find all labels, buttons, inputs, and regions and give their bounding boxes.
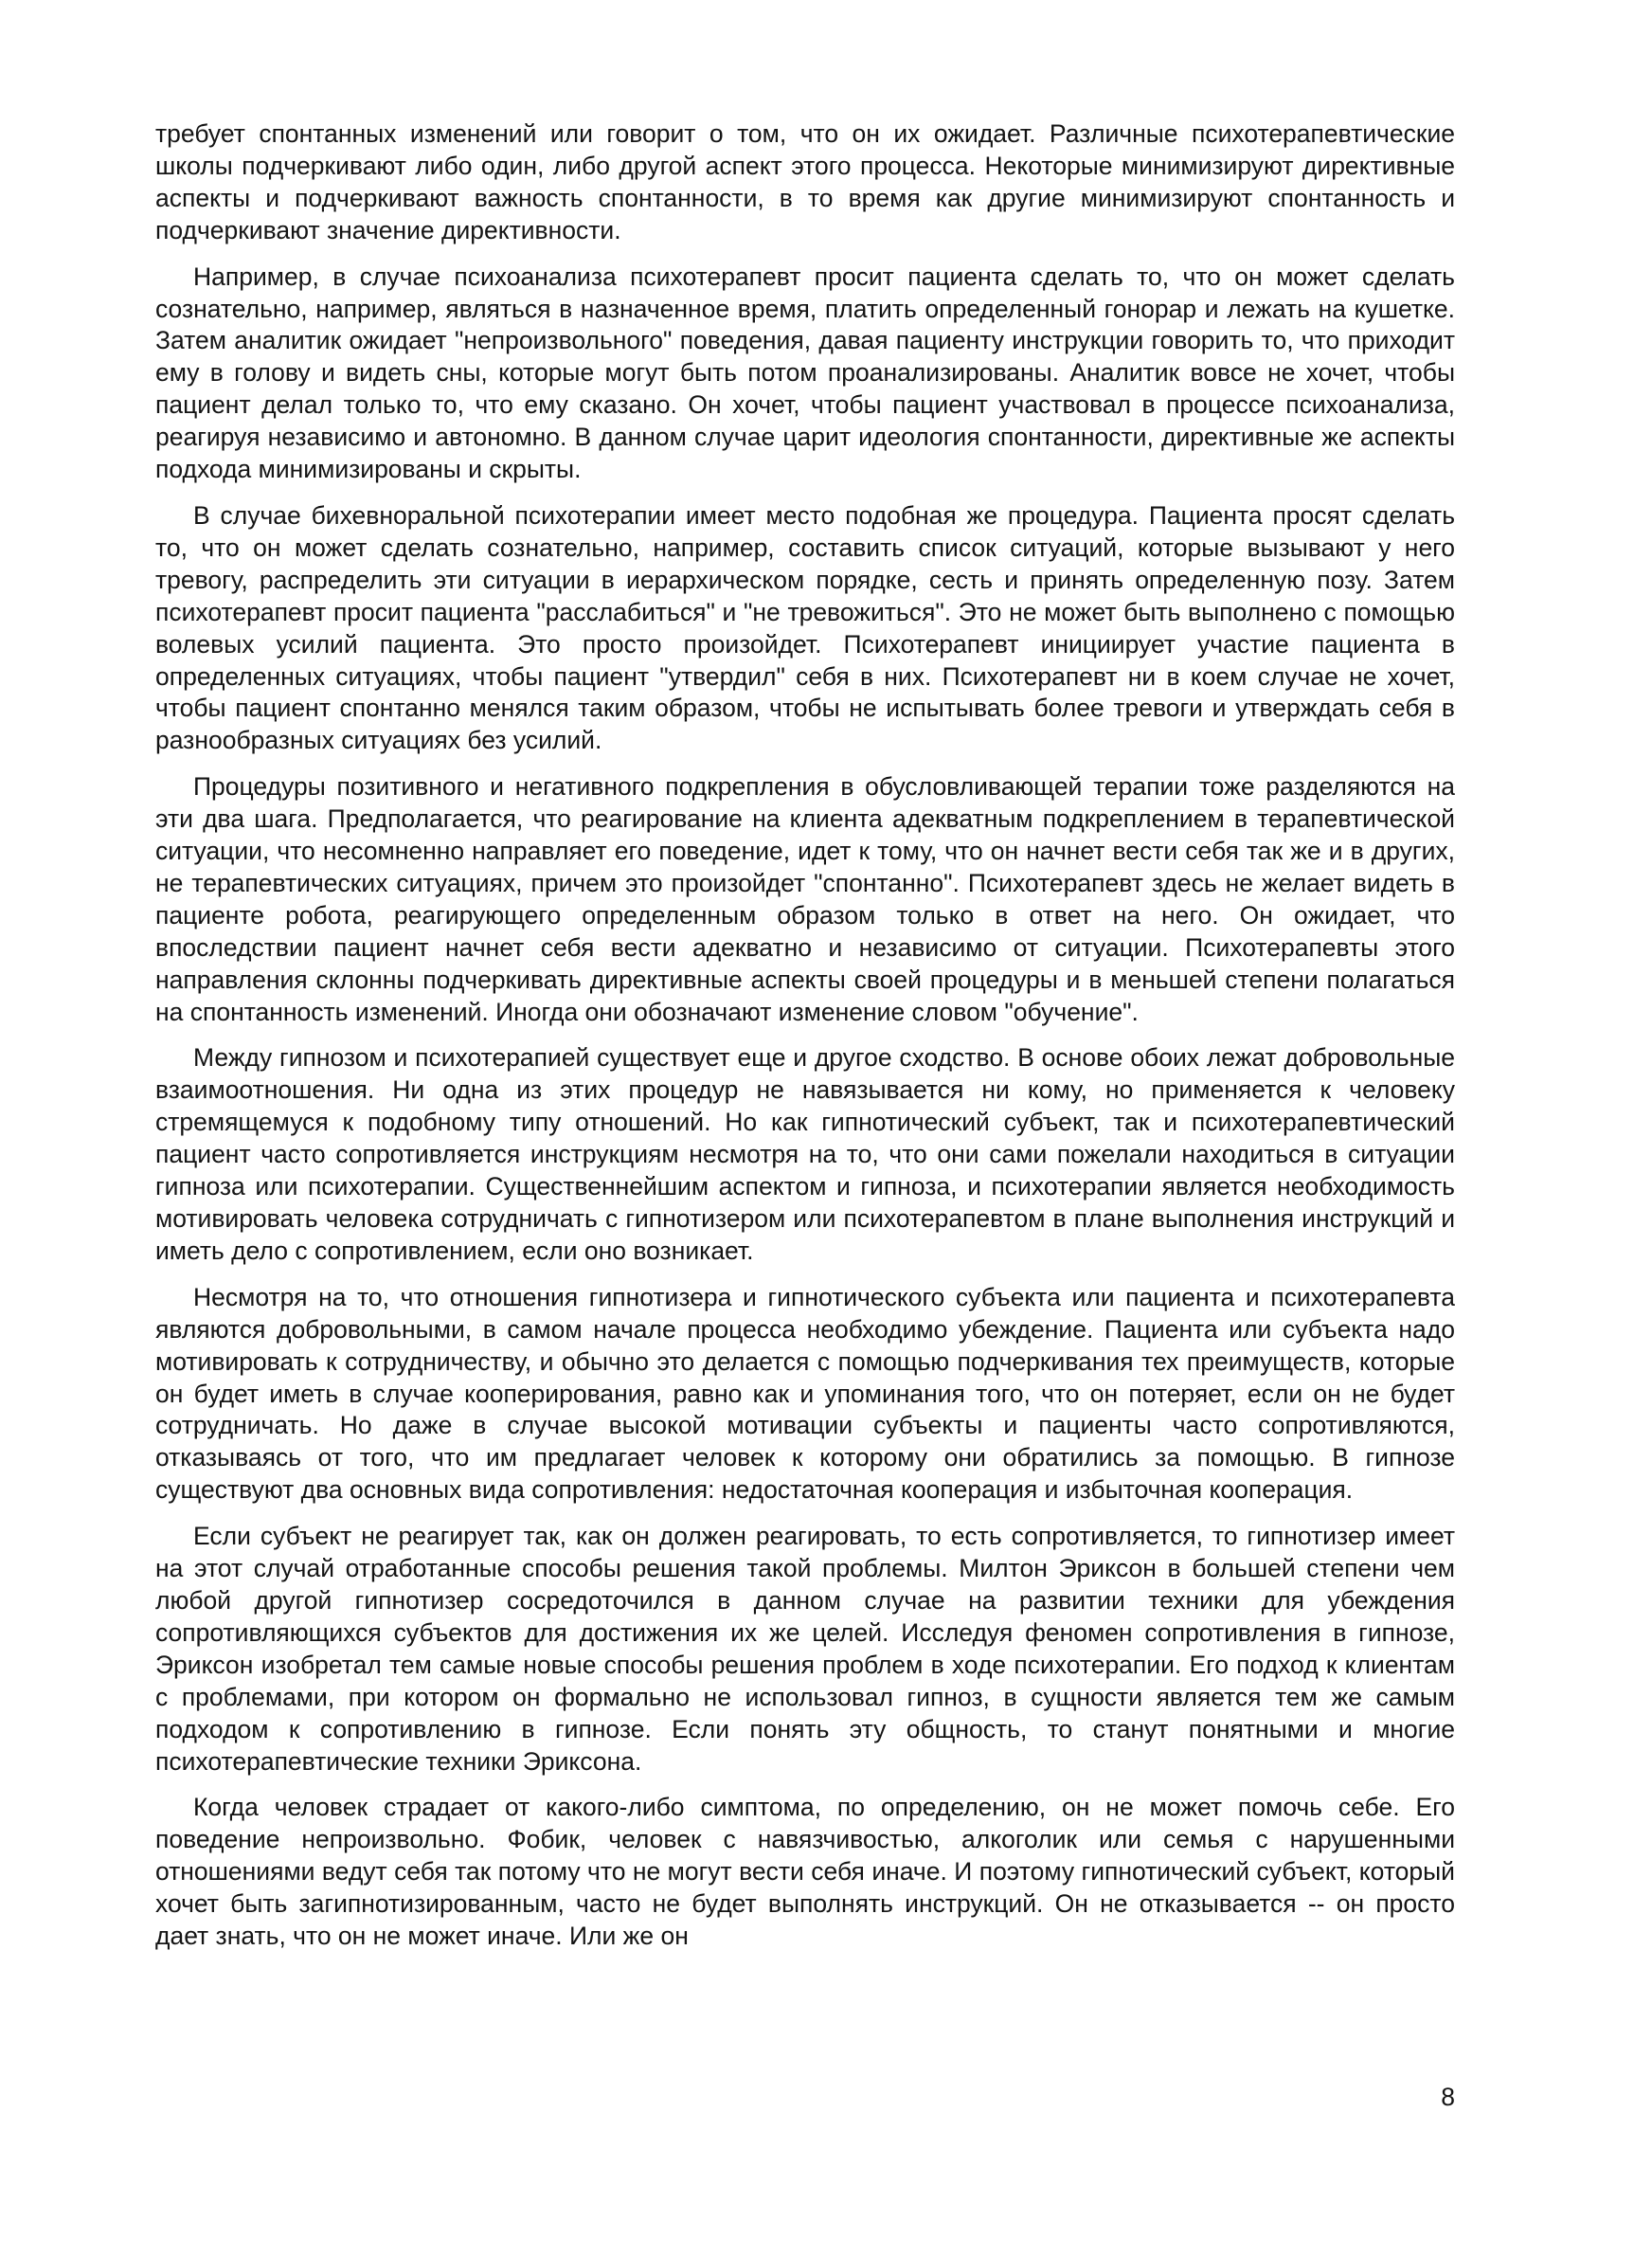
paragraph-2: Например, в случае психоанализа психотерапевт просит пациента сделать то, что он может сделать сознательно, например, являться в назначенное время, платить определенный гонорар и лежать на кушетке. Затем аналитик ожидает "непроизвольного" поведения, давая пациенту инструкции говорить то, что приходит ему в голову и видеть сны, которые могут быть потом проанализированы. Аналитик вовсе не хочет, чтобы пациент делал только то, что ему сказано. Он хочет, чтобы пациент участвовал в процессе психоанализа, реагируя независимо и автономно. В данном случае царит идеология спонтанности, директивные же аспекты подхода минимизированы и скрыты. xyxy=(155,262,1455,484)
page-number: 8 xyxy=(1441,2083,1455,2111)
paragraph-1: требует спонтанных изменений или говорит о том, что он их ожидает. Различные психотерапевтические школы подчеркивают либо один, либо другой аспект этого процесса. Некоторые минимизируют директивные аспекты и подчеркивают важность спонтанности, в то время как другие минимизируют спонтанность и подчеркивают значение директивности. xyxy=(155,119,1455,244)
paragraph-4: Процедуры позитивного и негативного подкрепления в обусловливающей терапии тоже разделяются на эти два шага. Предполагается, что реагирование на клиента адекватным подкреплением в терапевтической ситуации, что несомненно направляет его поведение, идет к тому, что он начнет вести себя так же и в других, не терапевтических ситуациях, причем это произойдет "спонтанно". Психотерапевт здесь не желает видеть в пациенте робота, реагирующего определенным образом только в ответ на него. Он ожидает, что впоследствии пациент начнет себя вести адекватно и независимо от ситуации. Психотерапевты этого направления склонны подчеркивать директивные аспекты своей процедуры и в меньшей степени полагаться на спонтанность изменений. Иногда они обозначают изменение словом "обучение". xyxy=(155,772,1455,1026)
document-page xyxy=(155,118,1455,1967)
paragraph-5: Между гипнозом и психотерапией существует еще и другое сходство. В основе обоих лежат добровольные взаимоотношения. Ни одна из этих процедур не навязывается ни кому, но применяется к человеку стремящемуся к подобному типу отношений. Но как гипнотический субъект, так и психотерапевтический пациент часто сопротивляется инструкциям несмотря на то, что они сами пожелали находиться в ситуации гипноза или психотерапии. Существеннейшим аспектом и гипноза, и психотерапии является необходимость мотивировать человека сотрудничать с гипнотизером или психотерапевтом в плане выполнения инструкций и иметь дело с сопротивлением, если оно возникает. xyxy=(155,1043,1455,1265)
paragraph-7: Если субъект не реагирует так, как он должен реагировать, то есть сопротивляется, то гипнотизер имеет на этот случай отработанные способы решения такой проблемы. Милтон Эриксон в большей степени чем любой другой гипнотизер сосредоточился в данном случае на развитии техники для убеждения сопротивляющихся субъектов для достижения их же целей. Исследуя феномен сопротивления в гипнозе, Эриксон изобретал тем самые новые способы решения проблем в ходе психотерапии. Его подход к клиентам с проблемами, при котором он формально не использовал гипноз, в сущности является тем же самым подходом к сопротивлению в гипнозе. Если понять эту общность, то станут понятными и многие психотерапевтические техники Эриксона. xyxy=(155,1522,1455,1776)
paragraph-3: В случае бихевноральной психотерапии имеет место подобная же процедура. Пациента просят сделать то, что он может сделать сознательно, например, составить список ситуаций, которые вызывают у него тревогу, распределить эти ситуации в иерархическом порядке, сесть и принять определенную позу. Затем психотерапевт просит пациента "расслабиться" и "не тревожиться". Это не может быть выполнено с помощью волевых усилий пациента. Это просто произойдет. Психотерапевт инициирует участие пациента в определенных ситуациях, чтобы пациент "утвердил" себя в них. Психотерапевт ни в коем случае не хочет, чтобы пациент спонтанно менялся таким образом, чтобы не испытывать более тревоги и утверждать себя в разнообразных ситуациях без усилий. xyxy=(155,500,1455,755)
paragraph-8: Когда человек страдает от какого-либо симптома, по определению, он не может помочь себе. Его поведение непроизвольно. Фобик, человек с навязчивостью, алкоголик или семья с нарушенными отношениями ведут себя так потому что не могут вести себя иначе. И поэтому гипнотический субъект, который хочет быть загипнотизированным, часто не будет выполнять инструкций. Он не отказывается -- он просто дает знать, что он не может иначе. Или же он xyxy=(155,1793,1455,1951)
paragraph-6: Несмотря на то, что отношения гипнотизера и гипнотического субъекта или пациента и психотерапевта являются добровольными, в самом начале процесса необходимо убеждение. Пациента или субъекта надо мотивировать к сотрудничеству, и обычно это делается с помощью подчеркивания тех преимуществ, которые он будет иметь в случае кооперирования, равно как и упоминания того, что он потеряет, если он не будет сотрудничать. Но даже в случае высокой мотивации субъекты и пациенты часто сопротивляются, отказываясь от того, что им предлагает человек к которому они обратились за помощью. В гипнозе существуют два основных вида сопротивления: недостаточная кооперация и избыточная кооперация. xyxy=(155,1282,1455,1505)
